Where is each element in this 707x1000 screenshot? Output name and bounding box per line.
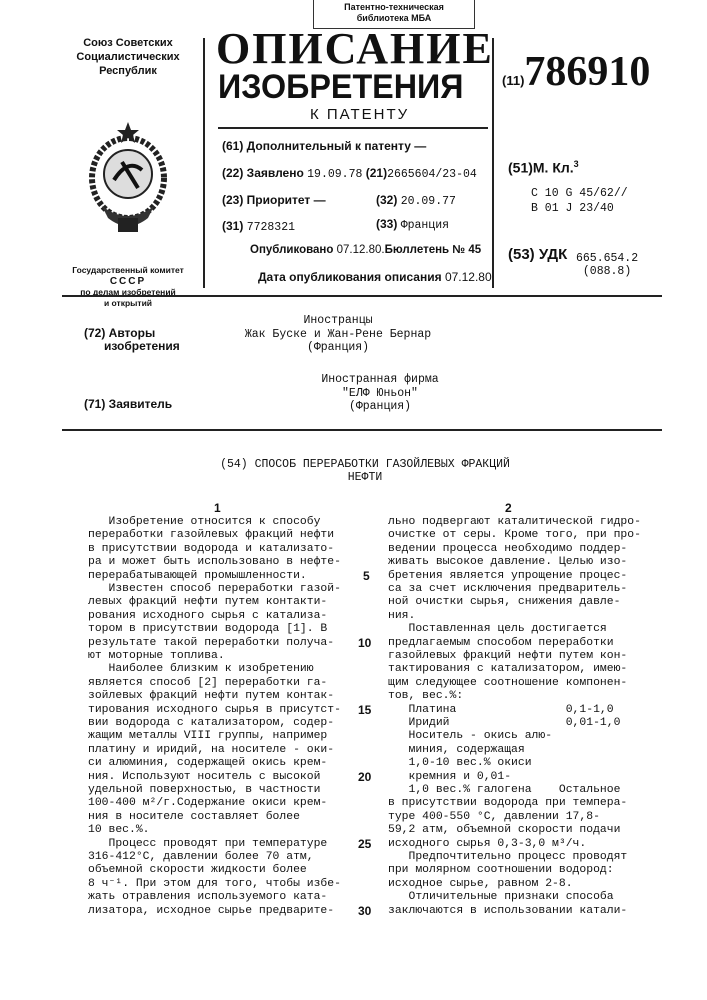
invention-title: (54) СПОСОБ ПЕРЕРАБОТКИ ГАЗОЙЛЕВЫХ ФРАКЦИЙ НЕФТИ xyxy=(180,458,550,484)
divider xyxy=(62,429,662,431)
authors-names: Иностранцы Жак Буске и Жан-Рене Бернар (Франция) xyxy=(218,314,458,355)
line-number: 30 xyxy=(358,905,371,918)
text-line: исходное сырье, равном 2-8. xyxy=(388,878,573,891)
text-line: очистке от серы. Кроме того, при про- xyxy=(388,529,641,542)
text-line: Платина 0,1-1,0 xyxy=(388,704,614,717)
patent-number-code: (11) xyxy=(502,73,524,88)
text-line: перерабатывающей промышленности. xyxy=(88,570,307,583)
divider xyxy=(62,295,662,297)
text-line: Изобретение относится к способу xyxy=(88,516,320,529)
stamp-line: библиотека МБА xyxy=(314,13,474,24)
text-line: является способ [2] переработки га- xyxy=(88,677,327,690)
authors-label: (72) Авторы изобретения xyxy=(84,327,180,353)
text-line: ния в носителе составляет более xyxy=(88,811,300,824)
udc-code: (088.8) xyxy=(576,265,638,278)
text-line: жать отравления используемого ката- xyxy=(88,891,327,904)
field-61: (61) Дополнительный к патенту — xyxy=(222,139,426,153)
org-line: Социалистических xyxy=(68,50,188,64)
title-line1: ОПИСАНИЕ xyxy=(216,29,494,69)
text-line: рования исходного сырья с катализа- xyxy=(88,610,327,623)
text-line: Иридий 0,01-1,0 xyxy=(388,717,620,730)
text-line: миния, содержащая xyxy=(388,744,525,757)
applicant-label: (71) Заявитель xyxy=(84,397,172,411)
text-line: 59,2 атм, объемной скорости подачи xyxy=(388,824,620,837)
text-line: туре 400-550 °С, давлении 17,8- xyxy=(388,811,600,824)
text-line: результате такой переработки получа- xyxy=(88,637,334,650)
title-subtitle: К ПАТЕНТУ xyxy=(310,106,409,123)
line-number: 15 xyxy=(358,704,371,717)
text-line: объемной скорости жидкости более xyxy=(88,864,307,877)
ussr-emblem-icon xyxy=(88,118,168,250)
text-line: живать высокое давление. Целью изо- xyxy=(388,556,627,569)
text-line: тактирования с катализатором, имею- xyxy=(388,663,627,676)
field-22: (22) Заявлено 19.09.78 (21)2665604/23-04 xyxy=(222,166,477,181)
text-line: ной очистки сырья, снижения давле- xyxy=(388,596,620,609)
text-line: при молярном соотношении водород: xyxy=(388,864,614,877)
committee-line: Государственный комитет xyxy=(62,265,194,276)
title-underline xyxy=(218,127,488,129)
text-line: Наиболее близким к изобретению xyxy=(88,663,314,676)
classification-code: В 01 J 23/40 xyxy=(531,201,628,216)
text-line: предлагаемым способом переработки xyxy=(388,637,614,650)
text-line: ведении процесса необходимо поддер- xyxy=(388,543,627,556)
title-line2: ИЗОБРЕТЕНИЯ xyxy=(218,70,463,104)
text-line: 8 ч⁻¹. При этом для того, чтобы избе- xyxy=(88,878,341,891)
text-line: Отличительные признаки способа xyxy=(388,891,614,904)
text-line: зойлевых фракций нефти путем контак- xyxy=(88,690,334,703)
udc-codes xyxy=(576,252,638,278)
ussr-label xyxy=(68,36,188,78)
text-line: переработки газойлевых фракций нефти xyxy=(88,529,334,542)
text-line: Поставленная цель достигается xyxy=(388,623,607,636)
text-line: Носитель - окись алю- xyxy=(388,730,552,743)
text-line: щим следующее соотношение компонен- xyxy=(388,677,627,690)
text-line: Известен способ переработки газой- xyxy=(88,583,341,596)
text-line: са за счет исключения предваритель- xyxy=(388,583,627,596)
field-33: (33) Франция xyxy=(376,217,449,232)
text-line: бретения является упрощение процес- xyxy=(388,570,627,583)
classification-code: С 10 G 45/62// xyxy=(531,186,628,201)
text-line: в присутствии водорода и катализато- xyxy=(88,543,334,556)
field-31: (31) 7728321 xyxy=(222,219,295,234)
text-line: ра и может быть использовано в нефте- xyxy=(88,556,341,569)
line-number: 10 xyxy=(358,637,371,650)
patent-number xyxy=(502,48,650,96)
divider xyxy=(203,38,205,288)
stamp-line: Патентно-техническая xyxy=(314,2,474,13)
text-line: вии водорода с катализатором, содер- xyxy=(88,717,334,730)
text-line: заключаются в использовании катали- xyxy=(388,905,627,918)
text-line: исходного сырья 0,3-3,0 м³/ч. xyxy=(388,838,586,851)
text-line: тов, вес.%: xyxy=(388,690,463,703)
text-line: 1,0-10 вес.% окиси xyxy=(388,757,532,770)
text-line: жащим металлы VIII группы, например xyxy=(88,730,327,743)
applicant-name: Иностранная фирма "ЕЛФ Юньон" (Франция) xyxy=(300,373,460,414)
field-description-date: Дата опубликования описания 07.12.80 xyxy=(258,270,492,284)
committee-line: и открытий xyxy=(62,298,194,309)
line-number: 5 xyxy=(363,570,370,583)
text-line: в присутствии водорода при темпера- xyxy=(388,797,627,810)
divider xyxy=(492,38,494,288)
field-51: (51)М. Кл.3 xyxy=(508,159,579,176)
text-line: 10 вес.%. xyxy=(88,824,150,837)
udc-code: 665.654.2 xyxy=(576,252,638,265)
column-number-1: 1 xyxy=(214,502,221,515)
text-line: си алюминия, содержащей окись крем- xyxy=(88,757,327,770)
text-line: тирования исходного сырья в присутст- xyxy=(88,704,341,717)
text-line: лизатора, исходное сырье предварите- xyxy=(88,905,334,918)
text-line: левых фракций нефти путем контакти- xyxy=(88,596,327,609)
field-32: (32) 20.09.77 xyxy=(376,193,456,208)
line-number: 20 xyxy=(358,771,371,784)
committee-line: по делам изобретений xyxy=(62,287,194,298)
patent-page xyxy=(0,0,707,1000)
committee-label xyxy=(62,265,194,309)
patent-number-value: 786910 xyxy=(524,49,650,95)
text-line: удельной поверхностью, в частности xyxy=(88,784,320,797)
text-line: тором в присутствии водорода [1]. В xyxy=(88,623,327,636)
line-number: 25 xyxy=(358,838,371,851)
text-line: Предпочтительно процесс проводят xyxy=(388,851,627,864)
text-line: газойлевых фракций нефти путем кон- xyxy=(388,650,627,663)
text-line: 316-412°С, давлении более 70 атм, xyxy=(88,851,314,864)
committee-line: СССР xyxy=(62,276,194,287)
text-line: льно подвергают каталитической гидро- xyxy=(388,516,641,529)
column-number-2: 2 xyxy=(505,502,512,515)
text-line: ния. Используют носитель с высокой xyxy=(88,771,320,784)
text-line: 100-400 м²/г.Содержание окиси крем- xyxy=(88,797,327,810)
text-line: ют моторные топлива. xyxy=(88,650,225,663)
text-line: ния. xyxy=(388,610,415,623)
org-line: Союз Советских xyxy=(68,36,188,50)
classification-codes xyxy=(531,186,628,216)
field-23: (23) Приоритет — xyxy=(222,193,326,207)
field-53: (53) УДК xyxy=(508,246,567,263)
text-line: 1,0 вес.% галогена Остальное xyxy=(388,784,620,797)
text-line: Процесс проводят при температуре xyxy=(88,838,327,851)
text-line: кремния и 0,01- xyxy=(388,771,511,784)
field-published: Опубликовано 07.12.80.Бюллетень № 45 xyxy=(250,244,481,256)
org-line: Республик xyxy=(68,64,188,78)
text-line: платину и иридий, на носителе - оки- xyxy=(88,744,334,757)
